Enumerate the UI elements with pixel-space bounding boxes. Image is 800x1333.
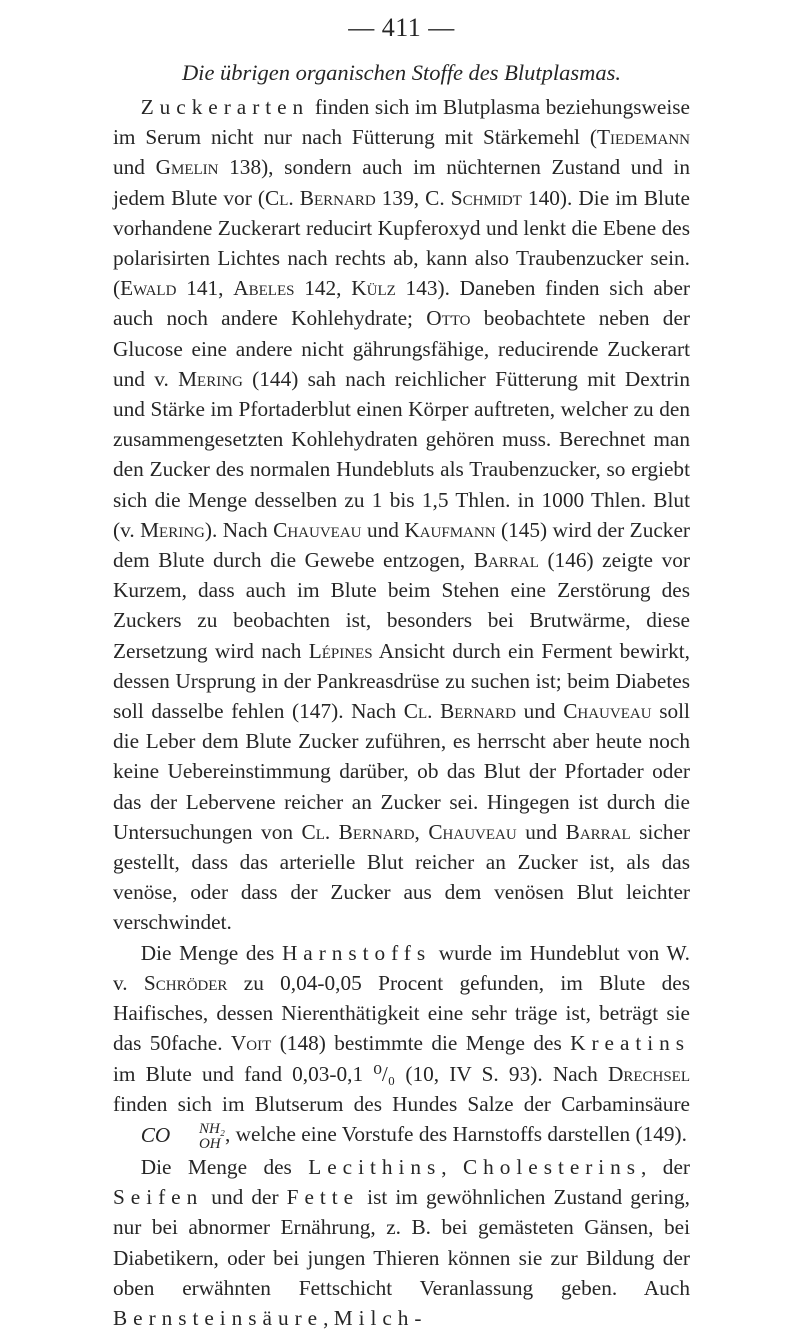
author-name: C. Schmidt — [425, 185, 522, 210]
author-name: Tiedemann — [597, 125, 690, 150]
paragraph-sugars — [113, 92, 690, 938]
formula-co: CO — [140, 1122, 171, 1147]
author-name: Voit — [230, 1031, 272, 1056]
author-name: Ewald — [120, 276, 177, 301]
text-span: finden sich im Blutserum des Hundes Salze der Carbaminsäure — [113, 1091, 690, 1116]
author-name: Chauveau — [563, 699, 652, 724]
text-span: soll die Leber dem Blute Zucker zuführen, es herrscht aber heute noch keine Uebereinstimmung darüber, ob das Blut der Pfortader oder das der Lebervene reicher an Zucker sei. Hingegen ist durch die Untersuchungen von — [113, 699, 690, 844]
formula-nh2: NH₂ — [198, 1121, 226, 1138]
text-span: im Blute und fand 0,03-0,1 — [113, 1061, 374, 1086]
text-span: und der — [203, 1185, 287, 1210]
text-span: ). Nach — [204, 517, 274, 542]
text-span: 140). Die im Blute vorhandene Zuckerart reducirt Kupferoxyd und lenkt die Ebene des polarisirten Lichtes nach rechts ab, kann also Traubenzucker sein. ( — [113, 185, 690, 301]
author-name: Chauveau — [428, 819, 517, 844]
author-name: Lépines — [308, 638, 373, 663]
text-span: (148) bestimmte die Menge des — [271, 1031, 571, 1056]
text-span: und — [113, 155, 156, 180]
text-span: (144) sah nach reichlicher Fütterung mit Dextrin und Stärke im Pfortaderblut einen Körper auftreten, welcher zu den zusammengesetzten Kohlehydraten gehören muss. Berechnet man den Zucker des normalen Hundebluts als Traubenzucker, so ergiebt sich die Menge desselben zu 1 bis 1,5 Thlen. in 1000 Thlen. Blut (v. — [113, 366, 690, 542]
text-span: (10, IV S. 93). Nach — [395, 1061, 608, 1086]
text-span: 139, — [375, 185, 426, 210]
author-name: Cl. Bernard — [264, 185, 376, 210]
permille-symbol: ⁰/₀ — [373, 1061, 396, 1086]
carbamic-acid-formula — [113, 1120, 225, 1152]
author-name: Otto — [426, 306, 471, 331]
keyword-zuckerarten: Zuckerarten — [140, 95, 310, 119]
author-name: Schröder — [143, 970, 228, 995]
text-span: , — [414, 819, 429, 844]
keyword-bernsteinsaeure: Bernsteinsäure — [113, 1306, 324, 1331]
keyword-seifen: Seifen — [113, 1185, 204, 1210]
author-name: Barral — [473, 548, 539, 573]
text-span: , der — [641, 1155, 691, 1180]
author-name: Cl. Bernard — [301, 819, 415, 844]
author-name: Külz — [351, 276, 396, 301]
text-span: Die Menge des — [140, 940, 282, 965]
author-name: Barral — [565, 819, 631, 844]
keyword-lecithins: Lecithins — [308, 1155, 442, 1180]
keyword-cholesterins: Cholesterins — [463, 1155, 642, 1180]
author-name: Chauveau — [273, 517, 362, 542]
text-span: finden sich im Blutplasma beziehungsweise im Serum nicht nur nach Fütterung mit Stärkemehl ( — [113, 95, 690, 150]
author-name: Mering — [140, 517, 205, 542]
paragraph-lipids — [113, 1152, 690, 1333]
text-span: sicher gestellt, dass das arterielle Blut reicher an Zucker ist, als das venöse, oder dass der Zucker aus dem venösen Blut leichter verschwindet. — [113, 819, 690, 935]
text-span: , — [323, 1306, 334, 1331]
text-span: 141, — [176, 276, 234, 301]
keyword-fette: Fette — [286, 1185, 360, 1210]
author-name: Mering — [178, 366, 243, 391]
formula-oh: OH — [198, 1136, 221, 1153]
text-span: Die Menge des — [140, 1155, 309, 1180]
keyword-milch: Milch- — [333, 1306, 428, 1331]
text-span: , — [441, 1155, 463, 1180]
text-span: (145) wird der Zucker dem Blute durch die Gewebe entzogen, — [113, 517, 690, 573]
text-span: 142, — [294, 276, 352, 301]
text-span: , welche eine Vorstufe des Harnstoffs darstellen (149). — [225, 1121, 687, 1146]
text-span: und — [516, 819, 566, 844]
text-span: beobachtete neben der Glucose eine andere nicht gährungsfähige, reducirende Zuckerart und v. — [113, 306, 690, 391]
author-name: Cl. Bernard — [403, 699, 516, 724]
text-span: 143). Daneben finden sich aber auch noch andere Kohlehydrate; — [113, 276, 690, 331]
author-name: Abeles — [233, 276, 295, 301]
text-span: wurde im Hundeblut von W. v. — [113, 940, 691, 995]
paragraph-urea — [113, 938, 690, 1152]
text-span: (146) zeigte vor Kurzem, dass auch im Blute beim Stehen eine Zerstörung des Zuckers zu beobachten ist, besonders bei Brutwärme, diese Zersetzung wird nach — [113, 548, 690, 663]
text-span: und — [515, 699, 564, 724]
author-name: Kaufmann — [404, 517, 496, 542]
text-span: ist im gewöhnlichen Zustand gering, nur bei abnormer Ernährung, z. B. bei gemästeten Gänsen, bei Diabetikern, oder bei jungen Thieren können sie zur Bildung der oben erwähnten Fettschicht Veranlassung geben. Auch — [113, 1185, 690, 1300]
keyword-kreatins: Kreatins — [570, 1031, 690, 1056]
text-span: zu 0,04-0,05 Procent gefunden, im Blute des Haifisches, dessen Nierenthätigkeit eine sehr träge ist, beträgt sie das 50fache. — [113, 970, 690, 1056]
section-heading: Die übrigen organischen Stoffe des Blutplasmas. — [181, 60, 622, 85]
text-span: und — [361, 517, 405, 542]
formula-substituents — [171, 1122, 225, 1152]
keyword-harnstoffs: Harnstoffs — [281, 940, 432, 965]
author-name: Drechsel — [607, 1061, 691, 1086]
text-span: Ansicht durch ein Ferment bewirkt, dessen Ursprung in der Pankreasdrüse zu suchen ist; beim Diabetes soll dasselbe fehlen (147). Nach — [113, 638, 690, 724]
author-name: Gmelin — [155, 155, 219, 180]
text-span: 138), sondern auch im nüchternen Zustand und in jedem Blute vor ( — [113, 155, 690, 210]
page-number: — 411 — — [348, 13, 455, 42]
